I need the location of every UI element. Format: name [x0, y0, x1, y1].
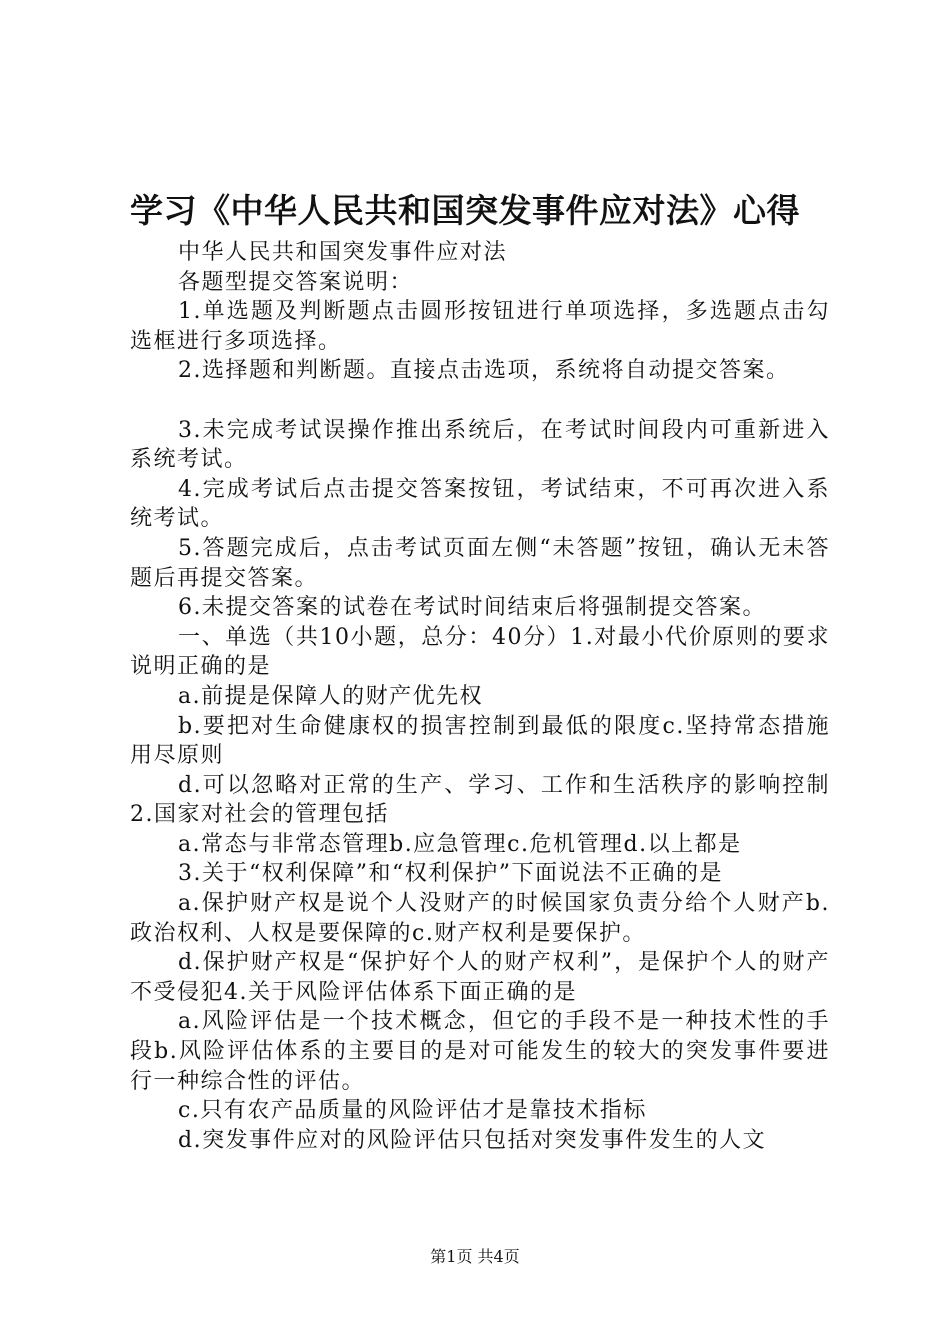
document-title: 学习《中华人民共和国突发事件应对法》心得: [130, 191, 800, 230]
paragraph: c.只有农产品质量的风险评估才是靠技术指标: [178, 1098, 647, 1124]
paragraph: 一、单选（共10小题，总分：40分）1.对最小代价原则的要求说明正确的是: [130, 624, 830, 680]
paragraph: a.常态与非常态管理b.应急管理c.危机管理d.以上都是: [178, 831, 742, 857]
document-body: [130, 238, 830, 1155]
paragraph: 各题型提交答案说明：: [178, 269, 414, 295]
paragraph: 3.未完成考试误操作推出系统后，在考试时间段内可重新进入系统考试。: [130, 417, 830, 473]
blank-line: [130, 386, 830, 416]
paragraph: 中华人民共和国突发事件应对法: [178, 240, 508, 265]
paragraph: a.前提是保障人的财产优先权: [178, 683, 484, 709]
paragraph: 5.答题完成后，点击考试页面左侧“未答题”按钮，确认无未答题后再提交答案。: [130, 535, 830, 591]
paragraph: 4.完成考试后点击提交答案按钮，考试结束，不可再次进入系统考试。: [130, 476, 830, 532]
page-footer: 第1页 共4页: [430, 1247, 520, 1266]
paragraph: 3.关于“权利保障”和“权利保护”下面说法不正确的是: [178, 861, 723, 887]
paragraph: d.突发事件应对的风险评估只包括对突发事件发生的人文: [178, 1127, 767, 1153]
paragraph: d.保护财产权是“保护好个人的财产权利”，是保护个人的财产不受侵犯4.关于风险评估体系下面正确的是: [130, 950, 830, 1005]
paragraph: 2.选择题和判断题。直接点击选项，系统将自动提交答案。: [178, 358, 790, 384]
paragraph: d.可以忽略对正常的生产、学习、工作和生活秩序的影响控制2.国家对社会的管理包括: [130, 772, 830, 828]
paragraph: a.风险评估是一个技术概念，但它的手段不是一种技术性的手段b.风险评估体系的主要目的是对可能发生的较大的突发事件要进行一种综合性的评估。: [130, 1009, 830, 1094]
paragraph: 1.单选题及判断题点击圆形按钮进行单项选择，多选题点击勾选框进行多项选择。: [130, 299, 830, 354]
paragraph: 6.未提交答案的试卷在考试时间结束后将强制提交答案。: [178, 595, 766, 621]
paragraph: b.要把对生命健康权的损害控制到最低的限度c.坚持常态措施用尽原则: [130, 713, 830, 769]
paragraph: a.保护财产权是说个人没财产的时候国家负责分给个人财产b.政治权利、人权是要保障的c.财产权利是要保护。: [130, 891, 830, 946]
